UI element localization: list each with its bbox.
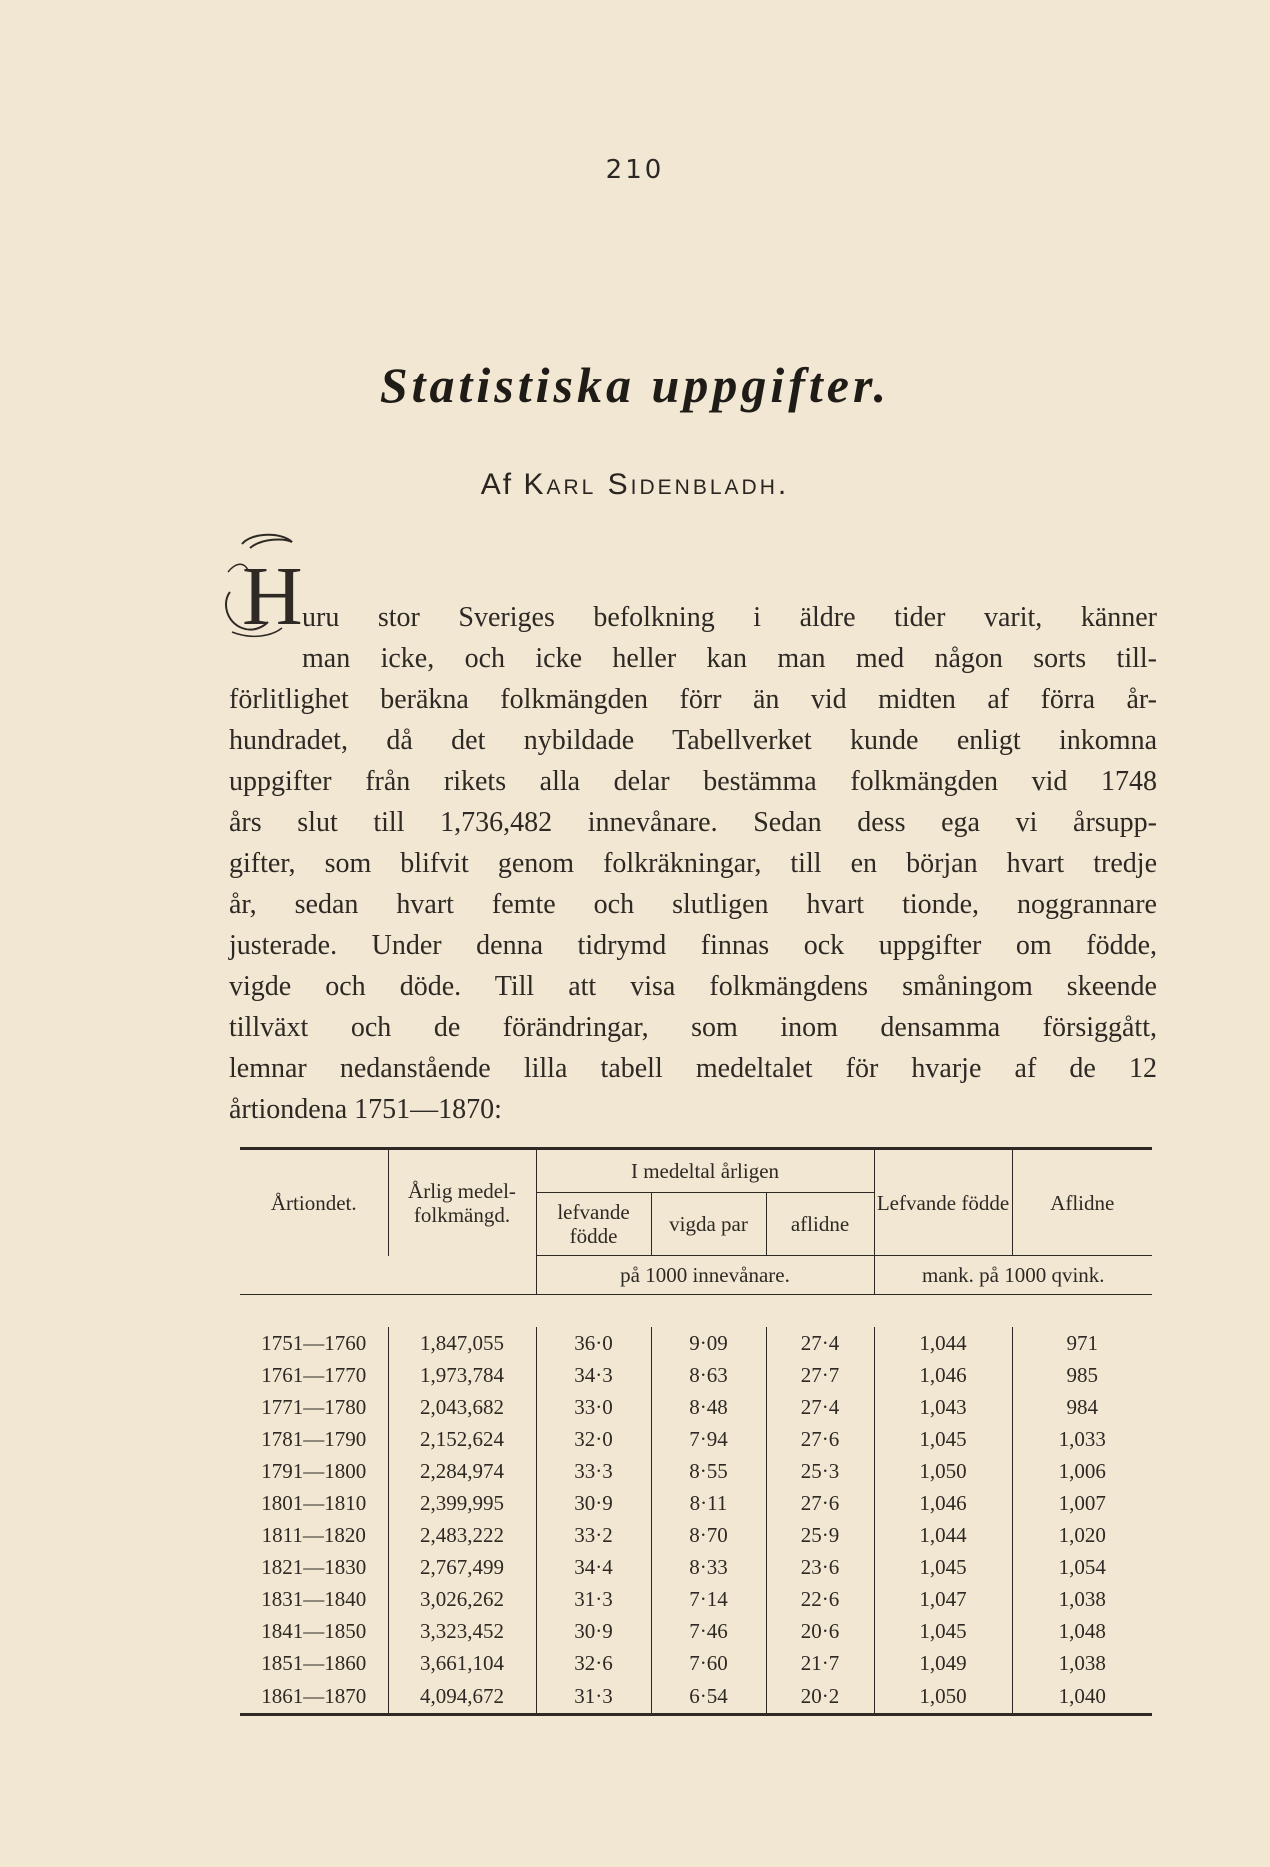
cell-population: 2,399,995 [388, 1487, 536, 1519]
header-married-pairs: vigda par [651, 1193, 766, 1256]
cell-live-births: 34·3 [536, 1359, 651, 1391]
table-row [240, 1359, 1152, 1391]
header-deaths: aflidne [766, 1193, 874, 1256]
cell-deaths-ratio: 1,038 [1012, 1647, 1152, 1679]
cell-live-births: 33·3 [536, 1455, 651, 1487]
paragraph-line: lemnar nedanstående lilla tabell medeltalet för hvarje af de 12 [229, 1053, 1157, 1084]
cell-deaths-ratio: 971 [1012, 1327, 1152, 1359]
paragraph-line: år, sedan hvart femte och slutligen hvart tionde, noggrannare [229, 889, 1157, 920]
cell-decade: 1821—1830 [261, 1554, 367, 1579]
table-row [240, 1327, 1152, 1359]
cell-live-births: 31·3 [536, 1583, 651, 1615]
cell-live-births: 34·4 [536, 1551, 651, 1583]
cell-live-births: 36·0 [536, 1327, 651, 1359]
table-row [240, 1391, 1152, 1423]
table-row [240, 1583, 1152, 1615]
cell-deaths: 27·7 [766, 1359, 874, 1391]
cell-live-births: 30·9 [536, 1615, 651, 1647]
cell-live-births: 32·0 [536, 1423, 651, 1455]
statistics-table-wrapper [240, 1147, 1152, 1707]
cell-population: 2,043,682 [388, 1391, 536, 1423]
cell-deaths: 27·4 [766, 1391, 874, 1423]
cell-married-pairs: 7·14 [651, 1583, 766, 1615]
cell-births-ratio: 1,049 [874, 1647, 1012, 1679]
page-title: Statistiska uppgifter. [379, 357, 891, 413]
cell-deaths: 20·6 [766, 1615, 874, 1647]
cell-births-ratio: 1,043 [874, 1391, 1012, 1423]
header-deaths-ratio: Aflidne [1012, 1149, 1152, 1256]
cell-deaths-ratio: 1,020 [1012, 1519, 1152, 1551]
cell-married-pairs: 7·94 [651, 1423, 766, 1455]
cell-deaths-ratio: 1,033 [1012, 1423, 1152, 1455]
header-unit-spacer [240, 1256, 536, 1295]
cell-deaths-ratio: 984 [1012, 1391, 1152, 1423]
cell-married-pairs: 7·46 [651, 1615, 766, 1647]
cell-deaths-ratio: 1,007 [1012, 1487, 1152, 1519]
cell-decade: 1781—1790 [261, 1426, 367, 1451]
cell-deaths-ratio: 1,054 [1012, 1551, 1152, 1583]
cell-births-ratio: 1,046 [874, 1487, 1012, 1519]
cell-births-ratio: 1,045 [874, 1615, 1012, 1647]
cell-population: 3,661,104 [388, 1647, 536, 1679]
cell-decade: 1751—1760 [261, 1330, 367, 1355]
cell-population: 1,973,784 [388, 1359, 536, 1391]
svg-text:H: H [242, 550, 303, 643]
paragraph-line: justerade. Under denna tidrymd finnas ock uppgifter om födde, [229, 930, 1157, 961]
cell-deaths-ratio: 985 [1012, 1359, 1152, 1391]
cell-population: 2,152,624 [388, 1423, 536, 1455]
header-population: Årlig medel-folkmängd. [388, 1149, 536, 1256]
table-row [240, 1551, 1152, 1583]
cell-married-pairs: 8·48 [651, 1391, 766, 1423]
table-row [240, 1423, 1152, 1455]
cell-deaths: 27·6 [766, 1487, 874, 1519]
cell-decade: 1771—1780 [261, 1394, 367, 1419]
cell-births-ratio: 1,045 [874, 1551, 1012, 1583]
cell-married-pairs: 8·63 [651, 1359, 766, 1391]
byline-prefix: Af [480, 468, 514, 501]
cell-deaths-ratio: 1,048 [1012, 1615, 1152, 1647]
cell-decade: 1851—1860 [261, 1650, 367, 1675]
cell-married-pairs: 8·55 [651, 1455, 766, 1487]
cell-deaths-ratio: 1,038 [1012, 1583, 1152, 1615]
population-statistics-table [240, 1147, 1152, 1716]
cell-live-births: 32·6 [536, 1647, 651, 1679]
cell-births-ratio: 1,050 [874, 1455, 1012, 1487]
header-live-births: lefvande födde [536, 1193, 651, 1256]
cell-deaths: 27·4 [766, 1327, 874, 1359]
paragraph-line: tillväxt och de förändringar, som inom densamma försiggått, [229, 1012, 1157, 1043]
header-decade: Årtiondet. [270, 1190, 357, 1215]
cell-married-pairs: 9·09 [651, 1327, 766, 1359]
header-unit-per-1000: på 1000 innevånare. [536, 1256, 874, 1295]
header-yearly-average: I medeltal årligen [536, 1149, 874, 1193]
cell-live-births: 31·3 [536, 1679, 651, 1715]
cell-decade: 1811—1820 [261, 1522, 366, 1547]
header-separator [240, 1295, 1152, 1328]
cell-live-births: 33·2 [536, 1519, 651, 1551]
ornamental-initial-icon [222, 532, 304, 644]
byline [0, 468, 1270, 502]
paragraph-line: vigde och döde. Till att visa folkmängdens småningom skeende [229, 971, 1157, 1002]
table-row [240, 1615, 1152, 1647]
paragraph-line: uppgifter från rikets alla delar bestämma folkmängden vid 1748 [229, 766, 1157, 797]
paragraph-line: man icke, och icke heller kan man med någon sorts till- [302, 643, 1157, 674]
cell-married-pairs: 8·11 [651, 1487, 766, 1519]
table-body [240, 1327, 1152, 1715]
cell-population: 3,323,452 [388, 1615, 536, 1647]
cell-births-ratio: 1,045 [874, 1423, 1012, 1455]
ornamental-initial [222, 532, 304, 644]
cell-deaths: 23·6 [766, 1551, 874, 1583]
cell-population: 3,026,262 [388, 1583, 536, 1615]
cell-decade: 1841—1850 [261, 1618, 367, 1643]
cell-deaths-ratio: 1,040 [1012, 1679, 1152, 1715]
cell-population: 2,284,974 [388, 1455, 536, 1487]
cell-population: 4,094,672 [388, 1679, 536, 1715]
cell-births-ratio: 1,044 [874, 1519, 1012, 1551]
header-live-births-ratio: Lefvande födde [874, 1149, 1012, 1256]
cell-deaths: 21·7 [766, 1647, 874, 1679]
cell-births-ratio: 1,044 [874, 1327, 1012, 1359]
cell-decade: 1761—1770 [261, 1362, 367, 1387]
cell-births-ratio: 1,047 [874, 1583, 1012, 1615]
cell-married-pairs: 8·70 [651, 1519, 766, 1551]
cell-live-births: 30·9 [536, 1487, 651, 1519]
cell-population: 2,483,222 [388, 1519, 536, 1551]
cell-deaths: 20·2 [766, 1679, 874, 1715]
cell-deaths: 22·6 [766, 1583, 874, 1615]
cell-live-births: 33·0 [536, 1391, 651, 1423]
cell-population: 2,767,499 [388, 1551, 536, 1583]
table-row [240, 1487, 1152, 1519]
paragraph-line: års slut till 1,736,482 innevånare. Sedan dess ega vi årsupp- [229, 807, 1157, 838]
cell-decade: 1801—1810 [261, 1490, 367, 1515]
header-unit-males-per-females: mank. på 1000 qvink. [874, 1256, 1152, 1295]
paragraph-line: årtiondena 1751—1870: [229, 1094, 502, 1125]
cell-married-pairs: 7·60 [651, 1647, 766, 1679]
cell-births-ratio: 1,046 [874, 1359, 1012, 1391]
cell-married-pairs: 6·54 [651, 1679, 766, 1715]
byline-author: Karl Sidenbladh. [523, 468, 790, 501]
cell-deaths: 27·6 [766, 1423, 874, 1455]
paragraph-line: hundradet, då det nybildade Tabellverket kunde enligt inkomna [229, 725, 1157, 756]
paragraph-line: förlitlighet beräkna folkmängden förr än vid midten af förra år- [229, 684, 1157, 715]
paragraph-line: uru stor Sveriges befolkning i äldre tider varit, känner [302, 602, 1157, 633]
cell-deaths: 25·3 [766, 1455, 874, 1487]
table-row [240, 1647, 1152, 1679]
table-row [240, 1519, 1152, 1551]
cell-married-pairs: 8·33 [651, 1551, 766, 1583]
cell-deaths-ratio: 1,006 [1012, 1455, 1152, 1487]
page-number: 210 [605, 155, 665, 185]
cell-deaths: 25·9 [766, 1519, 874, 1551]
cell-decade: 1831—1840 [261, 1586, 367, 1611]
cell-decade: 1791—1800 [261, 1458, 367, 1483]
paragraph-line: gifter, som blifvit genom folkräkningar, till en början hvart tredje [229, 848, 1157, 879]
cell-births-ratio: 1,050 [874, 1679, 1012, 1715]
cell-decade: 1861—1870 [261, 1683, 367, 1708]
cell-population: 1,847,055 [388, 1327, 536, 1359]
table-row [240, 1679, 1152, 1715]
table-row [240, 1455, 1152, 1487]
